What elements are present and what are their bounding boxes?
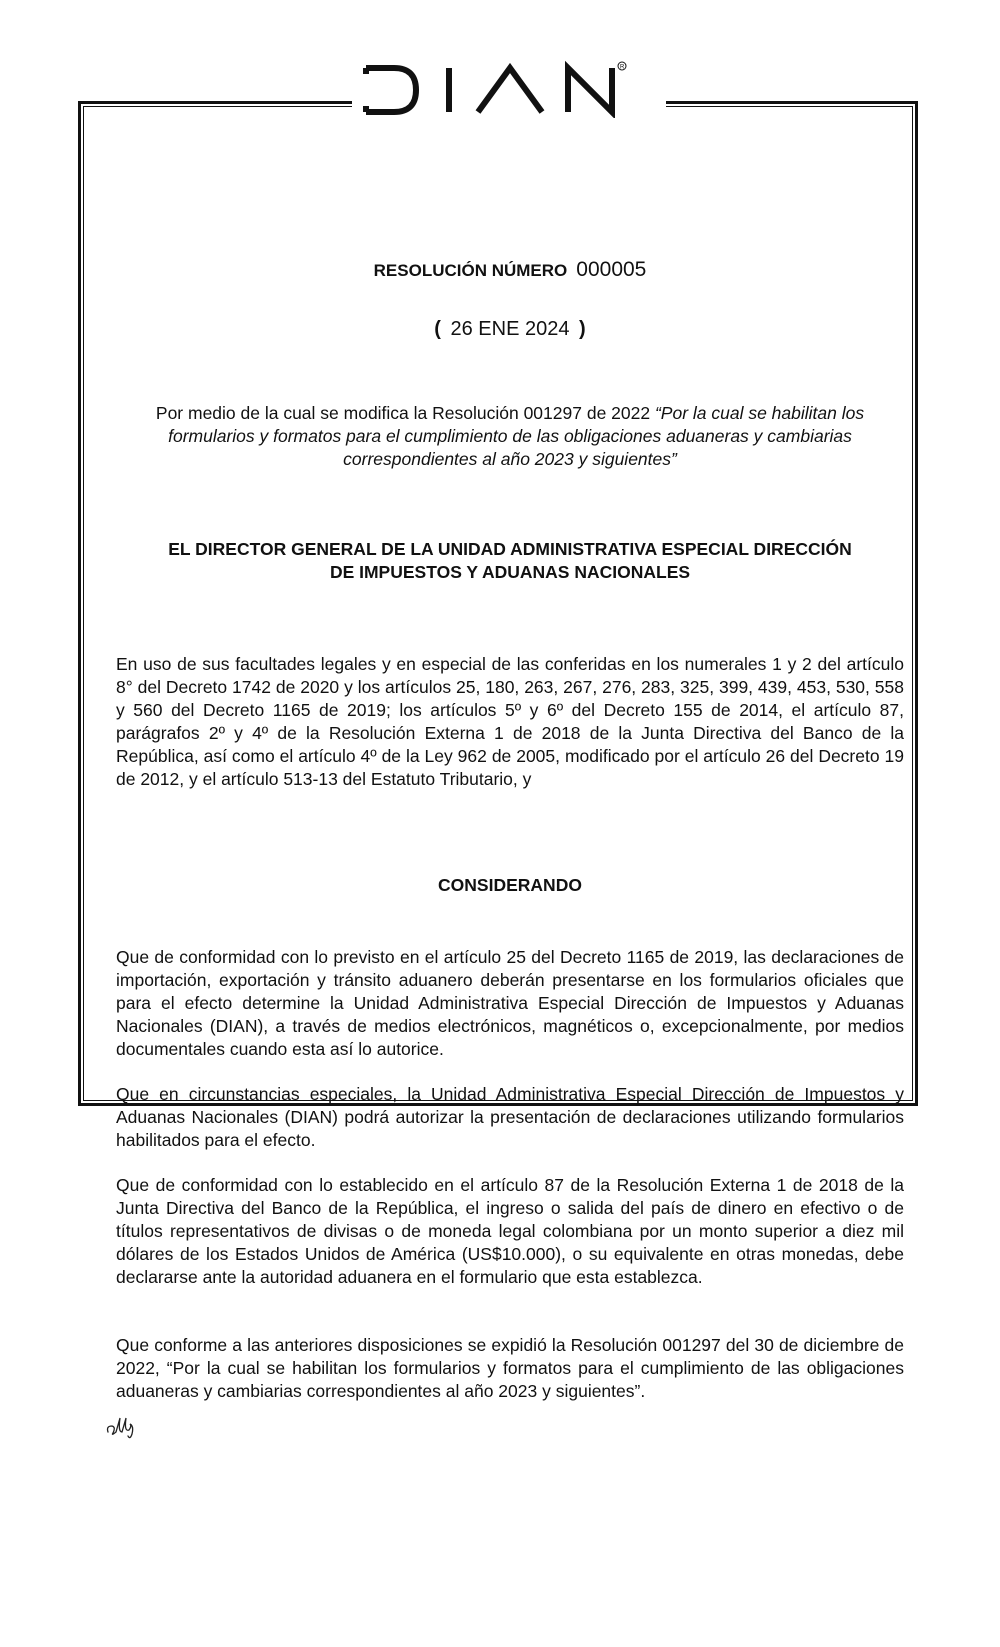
date-close-paren: ) bbox=[579, 318, 586, 340]
faculties-paragraph: En uso de sus facultades legales y en especial de las conferidas en los numerales 1 y 2 del artículo 8° del Decreto 1742 de 2020 y los artículos 25, 180, 263, 267, 276, 283, 325, 399, 439, 453, 530, 558 y 560 del Decreto 1165 de 2019; los artículos 5º y 6º del Decreto 155 de 2014, el artículo 87, parágrafos 2º y 4º de la Resolución Externa 1 de 2018 de la Junta Directiva del Banco de la República, así como el artículo 4º de la Ley 962 de 2005, modificado por el artículo 26 del Decreto 19 de 2012, y el artículo 513-13 del Estatuto Tributario, y bbox=[116, 654, 904, 789]
considerando-paragraph: Que de conformidad con lo previsto en el artículo 25 del Decreto 1165 de 2019, las declaraciones de importación, exportación y tránsito aduanero deberán presentarse en los formularios oficiales que para el efecto determine la Unidad Administrativa Especial Dirección de Impuestos y Aduanas Nacionales (DIAN), a través de medios electrónicos, magnéticos o, excepcionalmente, por medios documentales cuando esta así lo autorice. bbox=[116, 947, 904, 1059]
resolution-date bbox=[116, 318, 904, 341]
date-open-paren: ( bbox=[434, 318, 441, 340]
considerando-paragraph: Que en circunstancias especiales, la Unidad Administrativa Especial Dirección de Impuestos y Aduanas Nacionales (DIAN) podrá autorizar la presentación de declaraciones utilizando formularios habilitados para el efecto. bbox=[116, 1084, 904, 1150]
authority-line-2: DE IMPUESTOS Y ADUANAS NACIONALES bbox=[329, 562, 691, 582]
resolution-number-value: 000005 bbox=[576, 258, 647, 281]
issuing-authority bbox=[116, 538, 904, 584]
date-value: 26 ENE 2024 bbox=[450, 318, 570, 340]
considerando-paragraph: Que conforme a las anteriores disposiciones se expidió la Resolución 001297 del 30 de diciembre de 2022, “Por la cual se habilitan los formularios y formatos para el cumplimiento de las obligaciones aduaneras y cambiarias correspondientes al año 2023 y siguientes”. bbox=[116, 1335, 904, 1401]
resolution-subject bbox=[116, 402, 904, 471]
dian-logo bbox=[360, 58, 660, 118]
considerando-heading: CONSIDERANDO bbox=[438, 875, 582, 895]
svg-text:R: R bbox=[620, 64, 625, 71]
resolution-number bbox=[116, 258, 904, 282]
subject-italic: “Por la cual se habilitan los formularios y formatos para el cumplimiento de las obligaciones aduaneras y cambiarias correspondientes al año 2023 y siguientes” bbox=[168, 403, 865, 469]
subject-plain: Por medio de la cual se modifica la Resolución 001297 de 2022 bbox=[155, 403, 655, 423]
authority-line-1: EL DIRECTOR GENERAL DE LA UNIDAD ADMINISTRATIVA ESPECIAL DIRECCIÓN bbox=[168, 539, 852, 559]
considerando-paragraph: Que de conformidad con lo establecido en el artículo 87 de la Resolución Externa 1 de 2018 de la Junta Directiva del Banco de la República, el ingreso o salida del país de dinero en efectivo o de títulos representativos de divisas o de moneda legal colombiana por un monto superior a diez mil dólares de los Estados Unidos de América (US$10.000), o su equivalente en otras monedas, debe declararse ante la autoridad aduanera en el formulario que esta establezca. bbox=[116, 1175, 904, 1287]
resolution-label: RESOLUCIÓN NÚMERO bbox=[373, 261, 568, 280]
handwritten-initials bbox=[104, 1414, 144, 1440]
